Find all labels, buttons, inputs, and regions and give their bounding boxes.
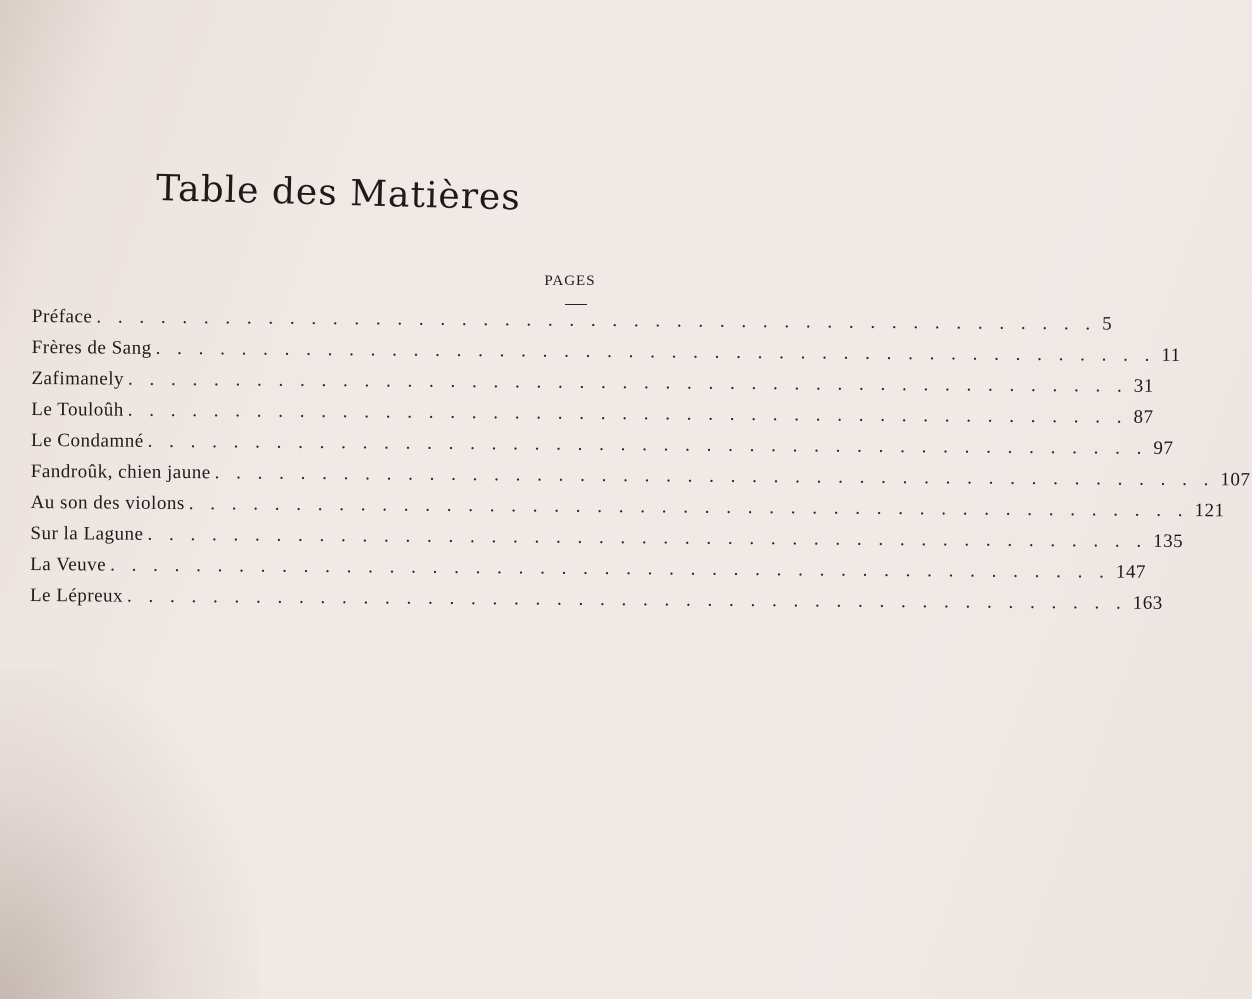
toc-leader-dots: . . . . . . . . . . . . . . . . . . . . . . . . . . . . . . . . . . . . . . . . . . . . . . . <box>126 585 1127 614</box>
toc-entry <box>31 398 1154 434</box>
toc-leader-dots: . . . . . . . . . . . . . . . . . . . . . . . . . . . . . . . . . . . . . . . . . . . . . . . <box>147 430 1148 459</box>
toc-entry <box>31 367 1154 403</box>
toc-entry-title: Le Condamné <box>30 429 144 452</box>
page-title: Table des Matières <box>155 168 522 219</box>
toc-leader-dots: . . . . . . . . . . . . . . . . . . . . . . . . . . . . . . . . . . . . . . . . . . . . . . . <box>127 368 1128 397</box>
pages-header-rule <box>565 304 587 305</box>
toc-entry <box>31 306 1113 341</box>
toc-entry <box>29 584 1163 620</box>
toc-leader-dots: . . . . . . . . . . . . . . . . . . . . . . . . . . . . . . . . . . . . . . . . . . . . . . . <box>96 306 1097 335</box>
toc-leader-dots: . . . . . . . . . . . . . . . . . . . . . . . . . . . . . . . . . . . . . . . . . . . . . . . <box>127 399 1128 428</box>
toc-entry-page: 5 <box>1102 313 1113 335</box>
toc-entry-title: Frères de Sang <box>31 336 152 359</box>
toc-entry <box>30 429 1174 465</box>
page-corner-shadow <box>0 669 260 999</box>
toc-entry-title: Le Lépreux <box>29 584 124 607</box>
toc-entry <box>30 522 1184 558</box>
toc-entry <box>30 460 1251 496</box>
toc-entry-page: 97 <box>1153 437 1174 459</box>
toc-entry-title: Préface <box>31 306 93 328</box>
toc-leader-dots: . . . . . . . . . . . . . . . . . . . . . . . . . . . . . . . . . . . . . . . . . . . . . . . <box>155 337 1156 366</box>
toc-entry-page: 11 <box>1161 344 1181 367</box>
toc-entry-page: 31 <box>1133 375 1154 397</box>
toc-entry-page: 121 <box>1194 500 1225 522</box>
toc-entry-page: 147 <box>1115 561 1146 583</box>
toc-leader-dots: . . . . . . . . . . . . . . . . . . . . . . . . . . . . . . . . . . . . . . . . . . . . . . . <box>188 493 1189 522</box>
toc-entry-title: Le Touloûh <box>31 398 124 421</box>
toc-entry-page: 135 <box>1153 530 1184 553</box>
toc-entry-title: Au son des violons <box>30 491 185 515</box>
toc-entry-page: 87 <box>1133 406 1154 428</box>
toc-leader-dots: . . . . . . . . . . . . . . . . . . . . . . . . . . . . . . . . . . . . . . . . . . . . . . . <box>110 554 1110 583</box>
pages-column-header: PAGES <box>544 273 596 289</box>
toc-entry-title: Sur la Lagune <box>30 522 144 545</box>
toc-entry <box>31 336 1181 372</box>
toc-leader-dots: . . . . . . . . . . . . . . . . . . . . . . . . . . . . . . . . . . . . . . . . . . . . . . . <box>147 523 1148 552</box>
toc-entry-title: Zafimanely <box>31 367 125 390</box>
table-of-contents <box>29 306 1251 620</box>
toc-leader-dots: . . . . . . . . . . . . . . . . . . . . . . . . . . . . . . . . . . . . . . . . . . . . . . . <box>214 462 1215 491</box>
toc-entry-page: 163 <box>1132 592 1163 614</box>
toc-entry-page: 107 <box>1220 469 1251 491</box>
toc-entry <box>30 553 1146 589</box>
toc-entry-title: La Veuve <box>30 553 107 576</box>
toc-entry <box>30 491 1225 527</box>
toc-entry-title: Fandroûk, chien jaune <box>30 460 211 484</box>
